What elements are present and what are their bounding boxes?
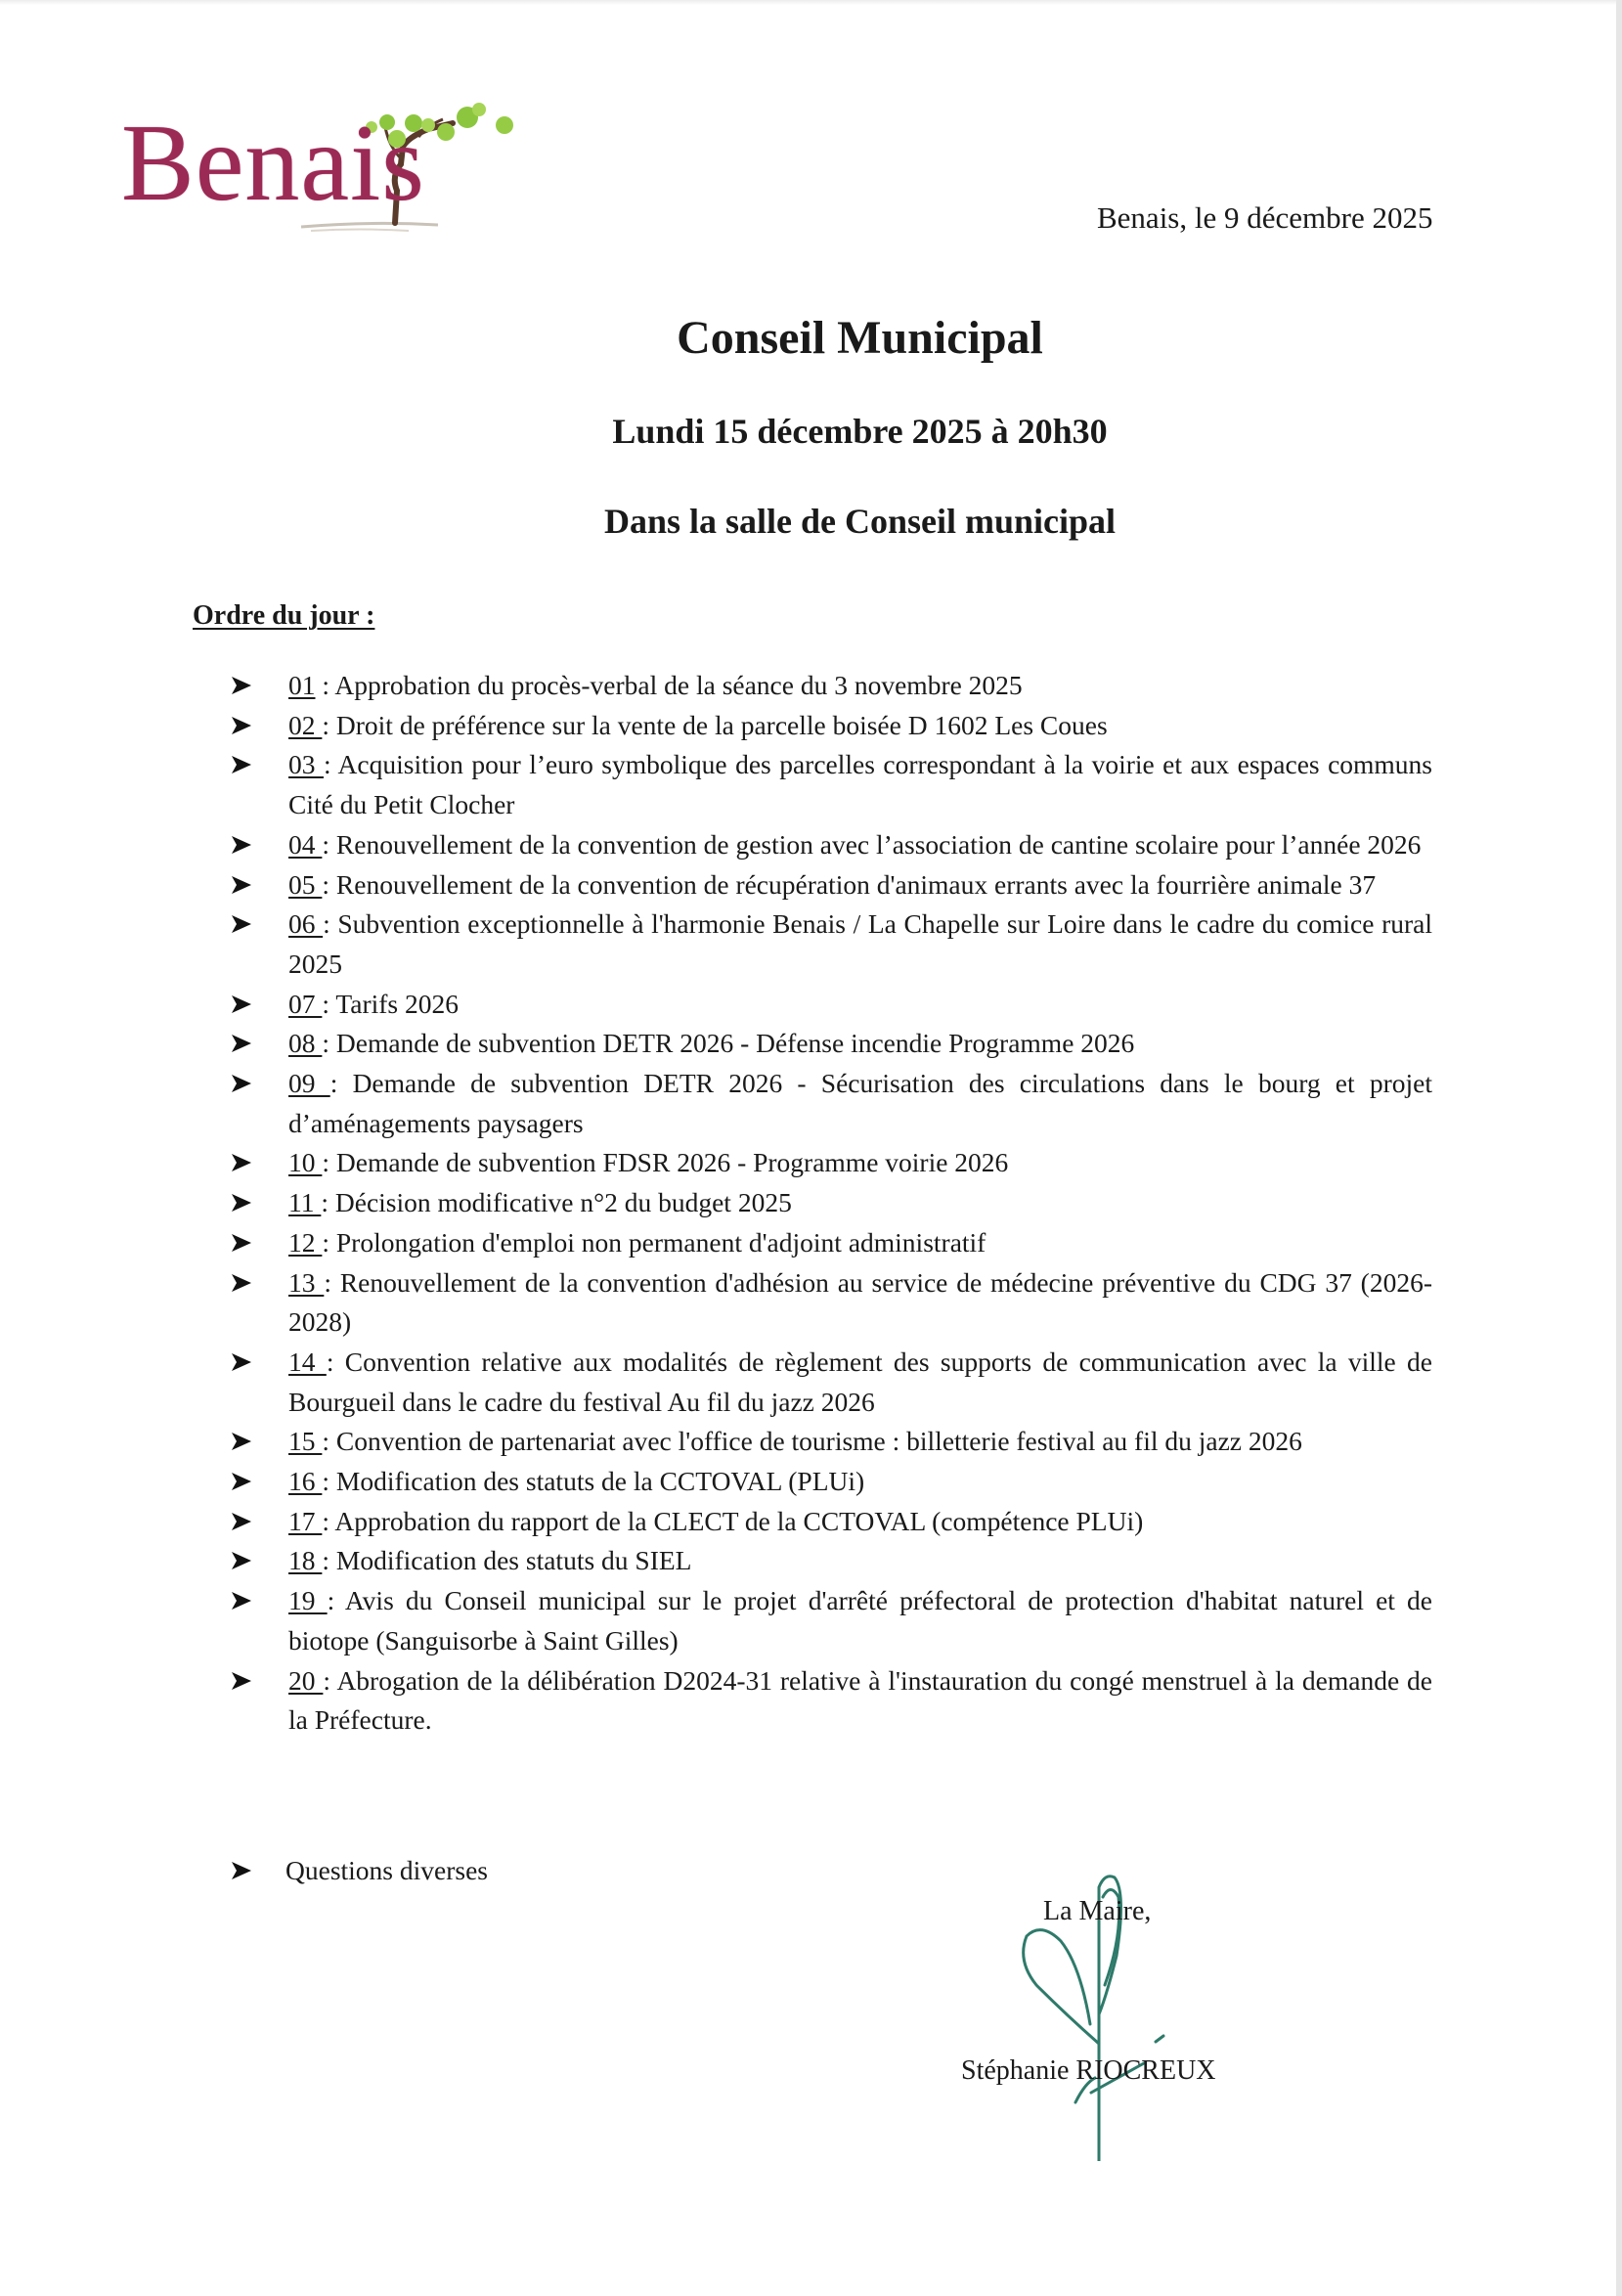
agenda-item-text: : Renouvellement de la convention de gestion avec l’association de cantine scolaire pour l’année 2026 xyxy=(322,828,1422,860)
agenda-item xyxy=(0,1223,1432,1263)
agenda-item-text: : Demande de subvention DETR 2026 - Défense incendie Programme 2026 xyxy=(322,1028,1135,1059)
agenda-item xyxy=(0,1581,1432,1660)
agenda-item-number: 18 xyxy=(288,1545,323,1576)
arrowhead-bullet-icon xyxy=(231,1432,252,1451)
agenda-item-text: : Subvention exceptionnelle à l'harmonie Benais / La Chapelle sur Loire dans le cadre du comice rural 2025 xyxy=(288,908,1432,979)
agenda-item xyxy=(0,706,1432,746)
agenda-item-text: : Acquisition pour l’euro symbolique des parcelles correspondant à la voirie et aux espaces communs Cité du Petit Clocher xyxy=(288,749,1433,820)
benais-logo xyxy=(115,98,526,244)
arrowhead-bullet-icon xyxy=(231,676,252,695)
agenda-item-number: 05 xyxy=(288,868,323,900)
agenda-item-text: : Approbation du rapport de la CLECT de la CCTOVAL (compétence PLUi) xyxy=(322,1505,1144,1536)
meeting-location: Dans la salle de Conseil municipal xyxy=(603,502,1117,541)
agenda-item xyxy=(0,825,1432,865)
agenda-item xyxy=(0,1024,1432,1064)
agenda-item-text: : Droit de préférence sur la vente de la parcelle boisée D 1602 Les Coues xyxy=(322,709,1108,740)
questions-label: Questions diverses xyxy=(285,1855,488,1885)
arrowhead-bullet-icon xyxy=(231,716,252,735)
arrowhead-bullet-icon xyxy=(231,1861,252,1880)
arrowhead-bullet-icon xyxy=(231,1671,252,1691)
agenda-item-number: 09 xyxy=(288,1068,330,1099)
agenda-item-text: : Avis du Conseil municipal sur le projet d'arrêté préfectoral de protection d'habitat naturel et de biotope (Sanguisorbe à Saint Gilles) xyxy=(288,1585,1432,1656)
agenda-item xyxy=(0,1064,1432,1143)
agenda-item-text: : Décision modificative n°2 du budget 2025 xyxy=(321,1187,792,1218)
agenda-item-text: : Demande de subvention FDSR 2026 - Programme voirie 2026 xyxy=(322,1147,1009,1178)
questions-diverses xyxy=(0,1851,1622,1891)
arrowhead-bullet-icon xyxy=(231,755,252,774)
agenda-item xyxy=(0,985,1432,1025)
arrowhead-bullet-icon xyxy=(231,1591,252,1611)
arrowhead-bullet-icon xyxy=(231,1472,252,1491)
arrowhead-bullet-icon xyxy=(231,1193,252,1213)
agenda-item-number: 01 xyxy=(288,670,316,700)
agenda-item-number: 15 xyxy=(288,1426,323,1457)
arrowhead-bullet-icon xyxy=(231,1153,252,1172)
agenda-item-text: : Renouvellement de la convention de récupération d'animaux errants avec la fourrière animale 37 xyxy=(322,868,1377,900)
agenda-item-text: : Convention relative aux modalités de règlement des supports de communication avec la ville de Bourgueil dans le cadre du festival Au fil du jazz 2026 xyxy=(288,1346,1432,1417)
agenda-item-text: : Prolongation d'emploi non permanent d'adjoint administratif xyxy=(322,1226,986,1258)
arrowhead-bullet-icon xyxy=(231,1551,252,1570)
agenda-item xyxy=(0,1661,1432,1741)
agenda-item-number: 10 xyxy=(288,1147,323,1178)
signatory-name: Stéphanie RIOCREUX xyxy=(961,2055,1216,2086)
agenda-item xyxy=(0,666,1432,706)
agenda-item xyxy=(0,1462,1432,1502)
agenda-item-number: 14 xyxy=(288,1346,327,1377)
agenda-heading: Ordre du jour : xyxy=(193,600,375,631)
agenda-item xyxy=(0,865,1432,905)
arrowhead-bullet-icon xyxy=(231,1512,252,1531)
agenda-item-number: 07 xyxy=(288,988,323,1019)
meeting-datetime: Lundi 15 décembre 2025 à 20h30 xyxy=(612,412,1108,451)
agenda-item xyxy=(0,1183,1432,1223)
agenda-item xyxy=(0,1502,1432,1542)
arrowhead-bullet-icon xyxy=(231,1352,252,1372)
arrowhead-bullet-icon xyxy=(231,835,252,855)
agenda-item-number: 16 xyxy=(288,1466,323,1497)
agenda-item-text: : Demande de subvention DETR 2026 - Sécurisation des circulations dans le bourg et projet d’aménagements paysagers xyxy=(288,1068,1433,1138)
arrowhead-bullet-icon xyxy=(231,1273,252,1293)
agenda-item xyxy=(0,1541,1432,1581)
agenda-item-text: : Convention de partenariat avec l'office de tourisme : billetterie festival au fil du jazz 2026 xyxy=(322,1426,1302,1457)
arrowhead-bullet-icon xyxy=(231,875,252,895)
agenda-item-number: 20 xyxy=(288,1664,324,1696)
agenda-item-number: 13 xyxy=(288,1266,325,1298)
document-date: Benais, le 9 décembre 2025 xyxy=(1097,200,1433,235)
agenda-item-text: : Approbation du procès-verbal de la séance du 3 novembre 2025 xyxy=(315,670,1023,700)
page-title: Conseil Municipal xyxy=(677,312,1043,364)
agenda-item xyxy=(0,1263,1432,1343)
agenda-item-number: 11 xyxy=(288,1187,322,1218)
agenda-item-text: : Modification des statuts de la CCTOVAL (PLUi) xyxy=(322,1466,865,1497)
agenda-item-number: 04 xyxy=(288,828,323,860)
agenda-item xyxy=(0,1343,1432,1422)
arrowhead-bullet-icon xyxy=(231,994,252,1014)
agenda-item xyxy=(0,745,1432,824)
logo-wordmark: Benais xyxy=(121,103,425,224)
agenda-item-number: 06 xyxy=(288,908,324,940)
agenda-item-number: 08 xyxy=(288,1028,323,1059)
arrowhead-bullet-icon xyxy=(231,1034,252,1053)
signatory-title: La Maire, xyxy=(1043,1896,1152,1926)
agenda-item-text: : Tarifs 2026 xyxy=(322,988,460,1019)
scan-top-edge xyxy=(0,0,1622,5)
arrowhead-bullet-icon xyxy=(231,1233,252,1253)
agenda-item xyxy=(0,905,1432,984)
agenda-item-number: 17 xyxy=(288,1505,323,1536)
arrowhead-bullet-icon xyxy=(231,914,252,934)
agenda-item-text: : Renouvellement de la convention d'adhésion au service de médecine préventive du CDG 37 (2026-2028) xyxy=(288,1266,1432,1338)
agenda-item-text: : Modification des statuts du SIEL xyxy=(322,1545,692,1576)
agenda-list xyxy=(0,666,1622,1741)
agenda-item-number: 02 xyxy=(288,709,323,740)
agenda-item-number: 03 xyxy=(288,749,324,780)
agenda-item-text: : Abrogation de la délibération D2024-31 relative à l'instauration du congé menstruel à la demande de la Préfecture. xyxy=(288,1664,1433,1736)
agenda-item xyxy=(0,1422,1432,1462)
agenda-item xyxy=(0,1143,1432,1183)
agenda-item-number: 19 xyxy=(288,1585,328,1616)
agenda-item-number: 12 xyxy=(288,1226,323,1258)
arrowhead-bullet-icon xyxy=(231,1074,252,1093)
